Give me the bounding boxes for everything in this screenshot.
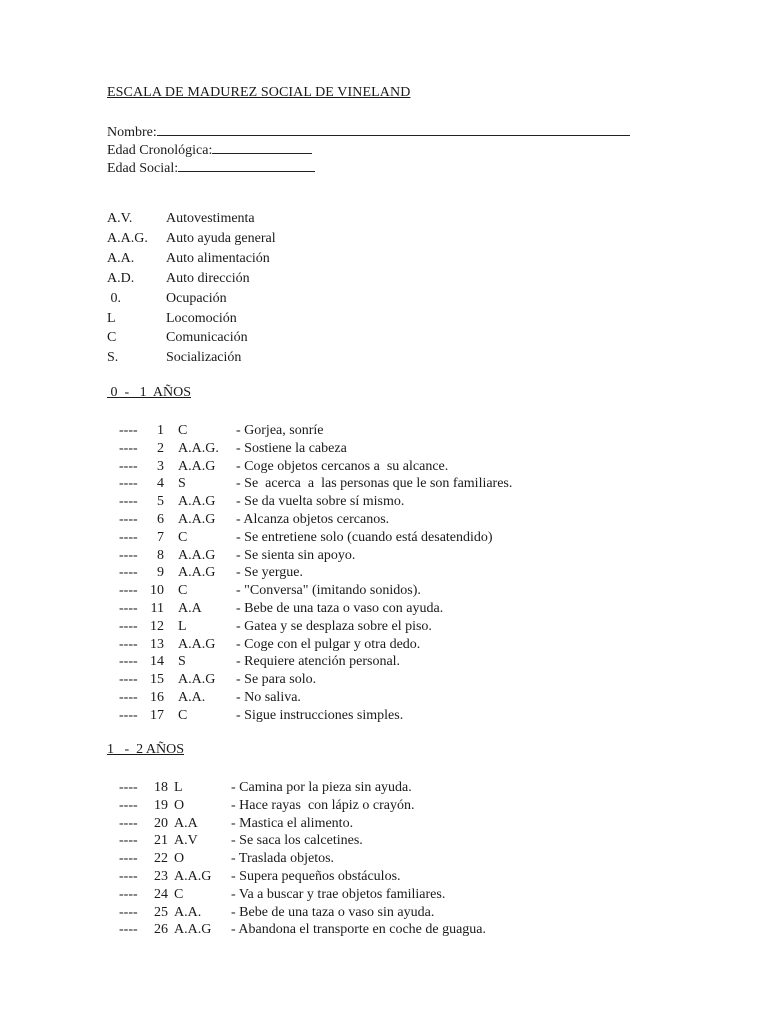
list-item [0, 529, 768, 547]
item-area-code: C [178, 423, 188, 438]
item-number: 18 [154, 780, 168, 795]
list-item [0, 815, 768, 833]
item-number: 16 [150, 690, 164, 705]
item-area-code: A.A.G [174, 922, 212, 938]
item-area-code: A.A.G [178, 636, 216, 652]
list-item [0, 689, 768, 707]
item-dash: ---- [119, 476, 138, 492]
item-area-code: C [178, 707, 188, 723]
legend-abbreviation: A.A.G. [107, 230, 148, 246]
nombre-blank-line[interactable] [157, 121, 630, 136]
edad-cronologica-label: Edad Cronológica: [107, 143, 213, 158]
list-item [0, 832, 768, 850]
legend-description: Socialización [166, 350, 242, 366]
list-item [0, 511, 768, 529]
legend-abbreviation: 0. [107, 290, 121, 306]
item-description: - Traslada objetos. [231, 851, 335, 867]
item-dash: ---- [119, 690, 138, 705]
item-area-code: C [178, 529, 188, 545]
item-area-code: A.A.G [178, 494, 216, 510]
legend-abbreviation: A.V. [107, 211, 133, 226]
item-area-code: C [178, 583, 188, 599]
list-item [0, 886, 768, 904]
item-dash: ---- [119, 583, 138, 599]
legend-description: Ocupación [166, 290, 227, 306]
item-number: 14 [150, 654, 164, 670]
item-number: 4 [157, 476, 164, 492]
item-dash: ---- [119, 922, 138, 938]
item-description: - Gatea y se desplaza sobre el piso. [236, 618, 432, 634]
item-area-code: A.A.G [178, 672, 216, 688]
item-number: 17 [150, 707, 164, 723]
item-number: 19 [154, 797, 168, 813]
item-area-code: A.A. [178, 690, 206, 705]
item-area-code: A.A. [174, 904, 202, 920]
item-number: 25 [154, 904, 168, 920]
item-area-code: A.A.G [178, 458, 216, 474]
item-area-code: O [174, 851, 185, 867]
section-heading: 1 - 2 AÑOS [107, 742, 185, 757]
item-description: - Supera pequeños obstáculos. [231, 869, 401, 884]
item-dash: ---- [119, 458, 138, 474]
item-dash: ---- [119, 440, 138, 456]
list-item [0, 582, 768, 600]
legend-abbreviation: S. [107, 350, 119, 366]
item-area-code: A.A.G [178, 512, 216, 527]
item-number: 26 [154, 922, 168, 938]
item-description: - Coge con el pulgar y otra dedo. [236, 636, 421, 652]
list-item [0, 921, 768, 939]
item-number: 23 [154, 869, 168, 884]
section-heading: 0 - 1 AÑOS [107, 385, 192, 400]
item-dash: ---- [119, 494, 138, 510]
item-dash: ---- [119, 529, 138, 545]
item-dash: ---- [119, 512, 138, 527]
legend-description: Autovestimenta [166, 211, 255, 226]
list-item [0, 850, 768, 868]
legend-abbreviation: A.D. [107, 270, 135, 286]
list-item [0, 868, 768, 886]
item-description: - Se para solo. [236, 672, 317, 688]
item-description: - Va a buscar y trae objetos familiares. [231, 886, 446, 902]
item-dash: ---- [119, 618, 138, 634]
list-item [0, 618, 768, 636]
item-area-code: A.A [178, 601, 202, 616]
edad-social-blank-line[interactable] [178, 157, 315, 172]
item-dash: ---- [119, 547, 138, 563]
item-area-code: S [178, 476, 186, 492]
item-description: - Coge objetos cercanos a su alcance. [236, 458, 449, 474]
legend-description: Locomoción [166, 310, 237, 326]
list-item [0, 636, 768, 654]
item-dash: ---- [119, 797, 138, 813]
item-description: - Se acerca a las personas que le son familiares. [236, 476, 513, 492]
item-number: 6 [157, 512, 164, 527]
legend-description: Comunicación [166, 330, 248, 346]
item-number: 24 [154, 886, 168, 902]
list-item [0, 440, 768, 458]
list-item [0, 600, 768, 618]
edad-cronologica-field [107, 139, 312, 159]
item-description: - Gorjea, sonríe [236, 423, 324, 438]
item-number: 11 [150, 601, 164, 616]
item-description: - Mastica el alimento. [231, 815, 354, 831]
item-area-code: A.A.G [178, 565, 216, 581]
item-description: - Abandona el transporte en coche de guagua. [231, 922, 487, 938]
item-description: - Sostiene la cabeza [236, 440, 347, 456]
item-dash: ---- [119, 672, 138, 688]
item-description: - Hace rayas con lápiz o crayón. [231, 797, 415, 813]
item-description: - Bebe de una taza o vaso sin ayuda. [231, 904, 435, 920]
item-dash: ---- [119, 565, 138, 581]
item-number: 2 [157, 440, 164, 456]
item-number: 10 [150, 583, 164, 599]
list-item [0, 797, 768, 815]
list-item [0, 653, 768, 671]
item-number: 15 [150, 672, 164, 688]
item-dash: ---- [119, 869, 138, 884]
item-dash: ---- [119, 601, 138, 616]
item-description: - Sigue instrucciones simples. [236, 707, 404, 723]
item-description: - "Conversa" (imitando sonidos). [236, 583, 421, 599]
item-number: 21 [154, 833, 168, 849]
legend-abbreviation: A.A. [107, 250, 135, 266]
item-area-code: A.A.G. [178, 440, 219, 456]
legend-description: Auto alimentación [166, 250, 270, 266]
item-area-code: O [174, 797, 185, 813]
list-item [0, 422, 768, 440]
legend-description: Auto dirección [166, 270, 250, 286]
item-area-code: A.A.G [174, 869, 212, 884]
item-number: 1 [157, 423, 164, 438]
nombre-field [107, 121, 630, 141]
list-item [0, 547, 768, 565]
item-number: 3 [157, 458, 164, 474]
edad-cronologica-blank-line[interactable] [212, 139, 312, 154]
item-dash: ---- [119, 815, 138, 831]
list-item [0, 904, 768, 922]
item-number: 13 [150, 636, 164, 652]
item-description: - Bebe de una taza o vaso con ayuda. [236, 601, 444, 616]
list-item [0, 493, 768, 511]
item-number: 8 [157, 547, 164, 563]
nombre-label: Nombre: [107, 125, 157, 140]
item-number: 9 [157, 565, 164, 581]
item-number: 5 [157, 494, 164, 510]
item-area-code: C [174, 886, 184, 902]
item-number: 7 [157, 529, 164, 545]
item-description: - Requiere atención personal. [236, 654, 401, 670]
list-item [0, 779, 768, 797]
legend-description: Auto ayuda general [166, 230, 276, 246]
item-dash: ---- [119, 423, 138, 438]
legend-abbreviation: L [107, 310, 116, 326]
item-number: 22 [154, 851, 168, 867]
item-dash: ---- [119, 833, 138, 849]
item-description: - Se entretiene solo (cuando está desatendido) [236, 529, 493, 545]
item-description: - Se saca los calcetines. [231, 833, 363, 849]
item-area-code: A.A [174, 815, 198, 831]
legend-abbreviation: C [107, 330, 117, 346]
item-dash: ---- [119, 780, 138, 795]
item-dash: ---- [119, 904, 138, 920]
edad-social-label: Edad Social: [107, 161, 179, 176]
item-dash: ---- [119, 851, 138, 867]
edad-social-field [107, 157, 315, 177]
item-description: - Alcanza objetos cercanos. [236, 512, 390, 527]
item-dash: ---- [119, 886, 138, 902]
list-item [0, 475, 768, 493]
item-number: 20 [154, 815, 168, 831]
item-description: - No saliva. [236, 690, 301, 705]
list-item [0, 564, 768, 582]
item-description: - Camina por la pieza sin ayuda. [231, 780, 412, 795]
item-area-code: L [178, 618, 187, 634]
item-number: 12 [150, 618, 164, 634]
list-item [0, 707, 768, 725]
item-area-code: A.V [174, 833, 198, 849]
document-title: ESCALA DE MADUREZ SOCIAL DE VINELAND [107, 85, 411, 100]
item-area-code: L [174, 780, 183, 795]
item-dash: ---- [119, 636, 138, 652]
item-dash: ---- [119, 654, 138, 670]
list-item [0, 671, 768, 689]
list-item [0, 458, 768, 476]
item-area-code: A.A.G [178, 547, 216, 563]
item-description: - Se sienta sin apoyo. [236, 547, 356, 563]
item-area-code: S [178, 654, 186, 670]
item-description: - Se yergue. [236, 565, 303, 581]
item-description: - Se da vuelta sobre sí mismo. [236, 494, 405, 510]
item-dash: ---- [119, 707, 138, 723]
